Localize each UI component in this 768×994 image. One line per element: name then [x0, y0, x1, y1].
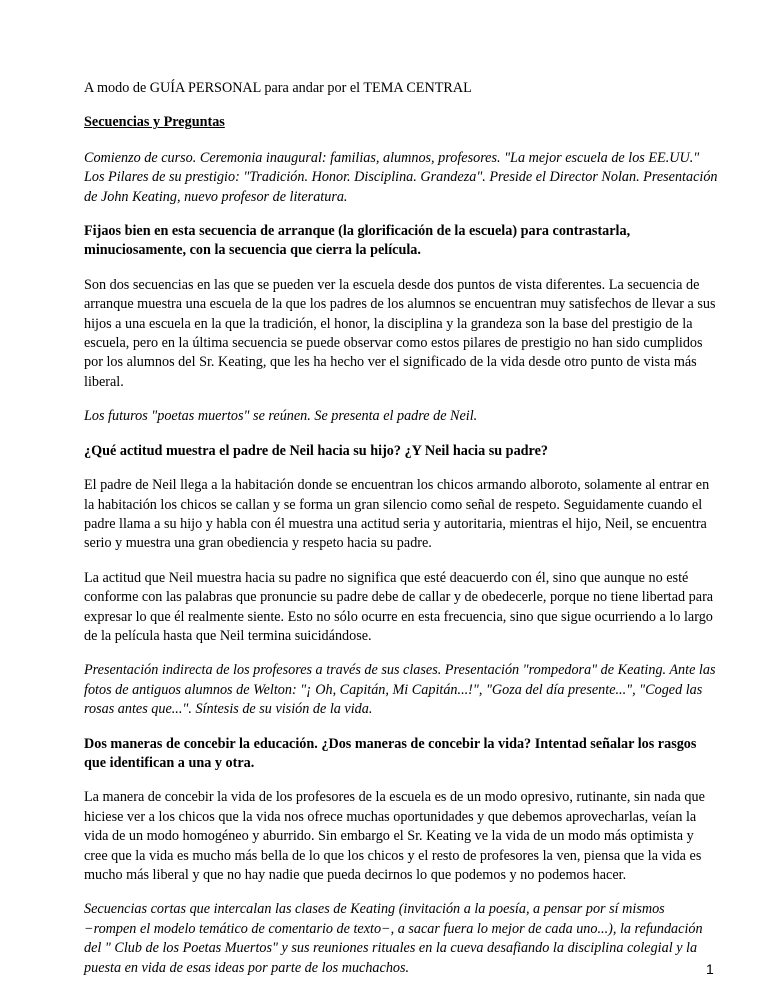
scene-description-1: Comienzo de curso. Ceremonia inaugural: familias, alumnos, profesores. "La mejor escuela de los EE.UU." Los Pilares de su prestigio: "Tradición. Honor. Disciplina. Grandeza". Preside el Director Nolan. Presentación de John Keating, nuevo profesor de literatura.: [84, 149, 718, 205]
document-body: [84, 79, 720, 993]
page-number: 1: [706, 961, 714, 977]
document-header: A modo de GUÍA PERSONAL para andar por el TEMA CENTRAL: [84, 80, 472, 96]
scene-description-2: Los futuros "poetas muertos" se reúnen. Se presenta el padre de Neil.: [84, 408, 478, 425]
scene-description-3: Presentación indirecta de los profesores a través de sus clases. Presentación "rompedora" de Keating. Ante las fotos de antiguos alumnos de Welton: "¡ Oh, Capitán, Mi Capitán...!", "Goza del día presente...", "Coged las rosas antes que...". Síntesis de su visión de la vida.: [84, 662, 716, 718]
question-1: Fijaos bien en esta secuencia de arranque (la glorificación de la escuela) para contrastarla, minuciosamente, con la secuencia que cierra la película.: [84, 223, 631, 259]
section-title: Secuencias y Preguntas: [84, 114, 225, 131]
question-3: Dos maneras de concebir la educación. ¿Dos maneras de concebir la vida? Intentad señalar los rasgos que identifican a una y otra.: [84, 735, 697, 771]
question-2: ¿Qué actitud muestra el padre de Neil hacia su hijo? ¿Y Neil hacia su padre?: [84, 442, 548, 459]
answer-3: La manera de concebir la vida de los profesores de la escuela es de un modo opresivo, rutinante, sin nada que hiciese ver a los chicos que la vida nos ofrece muchas oportunidades y que debemos aprovecharlas, veían la vida de un modo homogéneo y aburrido. Sin embargo el Sr. Keating ve la vida de un modo más optimista y cree que la vida es mucho más bella de lo que los chicos y el resto de profesores la ven, piensa que la vida es mucho más liberal y que no hay nadie que pueda decirnos lo que podemos y no podemos hacer.: [84, 789, 705, 883]
answer-1: Son dos secuencias en las que se pueden ver la escuela desde dos puntos de vista diferentes. La secuencia de arranque muestra una escuela de la que los padres de los alumnos se encuentran muy satisfechos de llevar a sus hijos a una escuela en la que la tradición, el honor, la disciplina y la grandeza son la base del prestigio de la escuela, pero en la última secuencia se puede observar como estos pilares de prestigio no han sido cumplidos por los alumnos del Sr. Keating, que les ha hecho ver el significado de la vida desde otro punto de vista más liberal.: [84, 276, 716, 390]
scene-description-4: Secuencias cortas que intercalan las clases de Keating (invitación a la poesía, a pensar por sí mismos −rompen el modelo temático de comentario de texto−, a sacar fuera lo mejor de cada uno...), la refundación del " Club de los Poetas Muertos" y sus reuniones rituales en la cueva desafiando la disciplina colegial y la puesta en vida de esas ideas por parte de los muchachos.: [84, 901, 703, 976]
answer-2b: La actitud que Neil muestra hacia su padre no significa que esté deacuerdo con él, sino que aunque no esté conforme con las palabras que pronuncie su padre debe de callar y de obedecerle, porque no tiene libertad para expresar lo que él realmente siente. Esto no sólo ocurre en esta frecuencia, sino que sigue ocurriendo a lo largo de la película hasta que Neil termina suicidándose.: [84, 569, 714, 644]
answer-2a: El padre de Neil llega a la habitación donde se encuentran los chicos armando alboroto, solamente al entrar en la habitación los chicos se callan y se forma un gran silencio como señal de respeto. Seguidamente cuando el padre llama a su hijo y habla con él muestra una actitud seria y autoritaria, mientras el hijo, Neil, se encuentra serio y muestra una gran obediencia y respeto hacia su padre.: [84, 477, 710, 552]
